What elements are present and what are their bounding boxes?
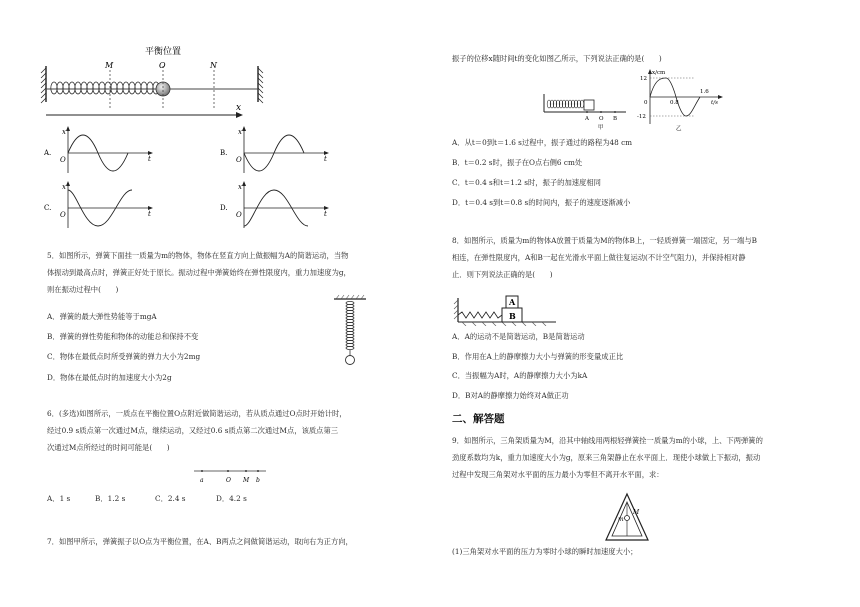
label-x: x: [236, 103, 242, 113]
q6-line1: 6．(多选)如图所示，一质点在平衡位置O点附近做简谐运动，若从质点通过O点时开始计时，: [47, 409, 347, 418]
yi-zero: 0: [644, 100, 648, 106]
q9-sub1: (1)三角架对水平面的压力为零时小球的瞬时加速度大小；: [452, 547, 638, 556]
graph-c-t: t: [148, 210, 151, 218]
q8-blocks-figure: [452, 292, 560, 326]
q6-line3: 次通过M点所经过的时间可能是( ): [47, 443, 170, 452]
yi-caption: 乙: [676, 126, 682, 132]
graph-d-o: O: [236, 211, 242, 219]
graph-a-o: O: [60, 156, 66, 164]
graph-a-x: x: [62, 128, 66, 136]
question-9-stem: [452, 432, 832, 483]
q8-line3: 止．则下列说法正确的是( ): [452, 270, 553, 279]
q8-box-b: B: [509, 311, 516, 321]
graph-option-b: [220, 125, 340, 177]
q7-fig-jia: [540, 90, 630, 132]
graph-b-x: x: [238, 128, 242, 136]
q6-fig-b: b: [256, 477, 260, 484]
q7-line1-right: 振子的位移x随时间t的变化如图乙所示，下列说法正确的是( ): [452, 54, 662, 63]
triangle-frame-figure: [602, 492, 652, 544]
yi-16: 1.6: [700, 89, 709, 95]
question-5-stem: [47, 247, 417, 298]
yi-12: 12: [640, 76, 647, 82]
jia-o: O: [599, 116, 604, 122]
graph-d-t: t: [324, 210, 327, 218]
q7-fig-yi: [628, 68, 728, 132]
q5-option-c: C．物体在最低点时所受弹簧的弹力大小为2mg: [47, 352, 201, 361]
q8-option-c: C．当振幅为A时，A的静摩擦力大小为kA: [452, 371, 588, 380]
q5-option-b: B．弹簧的弹性势能和物体的动能总和保持不变: [47, 332, 199, 341]
graph-a-letter: A.: [44, 149, 52, 157]
graph-b-t: t: [324, 155, 327, 163]
yi-08: 0.8: [670, 100, 679, 106]
q7-option-c: C．t＝0.4 s和t＝1.2 s时，振子的加速度相同: [452, 178, 601, 187]
label-o: O: [159, 61, 166, 70]
q5-line3: 则在振动过程中( ): [47, 285, 119, 294]
q8-option-d: D．B对A的静摩擦力始终对A做正功: [452, 391, 569, 400]
q5-line2: 体振动到最高点时，弹簧正好处于原长。振动过程中弹簧始终在弹性限度内，重力加速度为g，: [47, 268, 351, 277]
q9-line1: 9．如图所示，三角架质量为M，沿其中轴线用两根轻弹簧拴一质量为m的小球，上、下两弹簧的: [452, 436, 763, 445]
graph-b-letter: B.: [220, 149, 228, 157]
graph-c-x: x: [62, 183, 66, 191]
q8-line1: 8．如图所示，质量为m的物体A放置于质量为M的物体B上，一轻质弹簧一端固定，另一端与B: [452, 236, 758, 245]
q6-fig-m: M: [243, 477, 250, 484]
yi-tunit: t/s: [711, 100, 718, 106]
q7-option-a: A．从t＝0到t＝1.6 s过程中，振子通过的路程为48 cm: [452, 138, 633, 147]
q6-fig-a: a: [200, 477, 204, 484]
tri-m: m: [618, 516, 624, 523]
q8-line2: 相连，在弹性限度内，A和B一起在光滑水平面上做往复运动(不计空气阻力)，并保持相对静: [452, 253, 746, 262]
q6-option-a: A．1 s: [47, 494, 71, 503]
question-6-stem: [47, 405, 417, 456]
question-8-stem: [452, 232, 832, 283]
q6-fig-o: O: [226, 477, 231, 484]
spring-oscillator-figure: [40, 42, 270, 122]
graph-d-letter: D.: [220, 204, 228, 212]
q6-option-d: D．4.2 s: [216, 494, 247, 503]
jia-a: A: [585, 116, 589, 122]
graph-a-t: t: [148, 155, 151, 163]
graph-c-o: O: [60, 211, 66, 219]
label-m: M: [105, 61, 114, 70]
yi-yaxis: x/cm: [652, 70, 666, 76]
q5-line1: 5．如图所示，弹簧下面挂一质量为m的物体，物体在竖直方向上做振幅为A的简谐运动，当物: [47, 251, 349, 260]
graph-b-o: O: [236, 156, 242, 164]
graph-option-d: [220, 180, 340, 232]
graph-c-letter: C.: [44, 204, 52, 212]
label-n: N: [210, 61, 217, 70]
q8-box-a: A: [509, 297, 516, 307]
jia-caption: 甲: [598, 125, 604, 131]
tri-bigm: M: [633, 509, 640, 516]
section-heading: 二、解答题: [452, 413, 505, 425]
q8-option-b: B．作用在A上的静摩擦力大小与弹簧的形变量成正比: [452, 352, 624, 361]
q6-option-c: C．2.4 s: [155, 494, 186, 503]
q7-line1-left: 7．如图甲所示，弹簧振子以O点为平衡位置，在A、B两点之间做简谐运动，取向右为正方向，: [47, 537, 353, 546]
yi-neg12: -12: [637, 114, 646, 120]
q6-line-figure: [190, 465, 270, 487]
q9-line2: 劲度系数均为k，重力加速度大小为g，原来三角架静止在水平面上．现使小球做上下振动，振动: [452, 453, 761, 462]
q5-option-a: A．弹簧的最大弹性势能等于mgA: [47, 312, 157, 321]
q5-option-d: D．物体在最低点时的加速度大小为2g: [47, 373, 172, 382]
graph-option-a: [44, 125, 164, 177]
equilibrium-label: 平衡位置: [145, 47, 182, 57]
q7-option-b: B．t＝0.2 s时，振子在O点右侧6 cm处: [452, 158, 583, 167]
q8-option-a: A．A的运动不是简谐运动，B是简谐运动: [452, 332, 585, 341]
q7-option-d: D．t＝0.4 s到t＝0.8 s的时间内，振子的速度逐渐减小: [452, 198, 631, 207]
jia-b: B: [613, 116, 618, 122]
q6-option-b: B．1.2 s: [95, 494, 126, 503]
q9-line3: 过程中发现三角架对水平面的压力最小为零但不离开水平面，求：: [452, 470, 664, 479]
vertical-spring-figure: [330, 294, 370, 368]
graph-option-c: [44, 180, 164, 232]
graph-d-x: x: [238, 183, 242, 191]
q6-line2: 经过0.9 s质点第一次通过M点，继续运动，又经过0.6 s质点第二次通过M点，该质点第三: [47, 426, 339, 435]
